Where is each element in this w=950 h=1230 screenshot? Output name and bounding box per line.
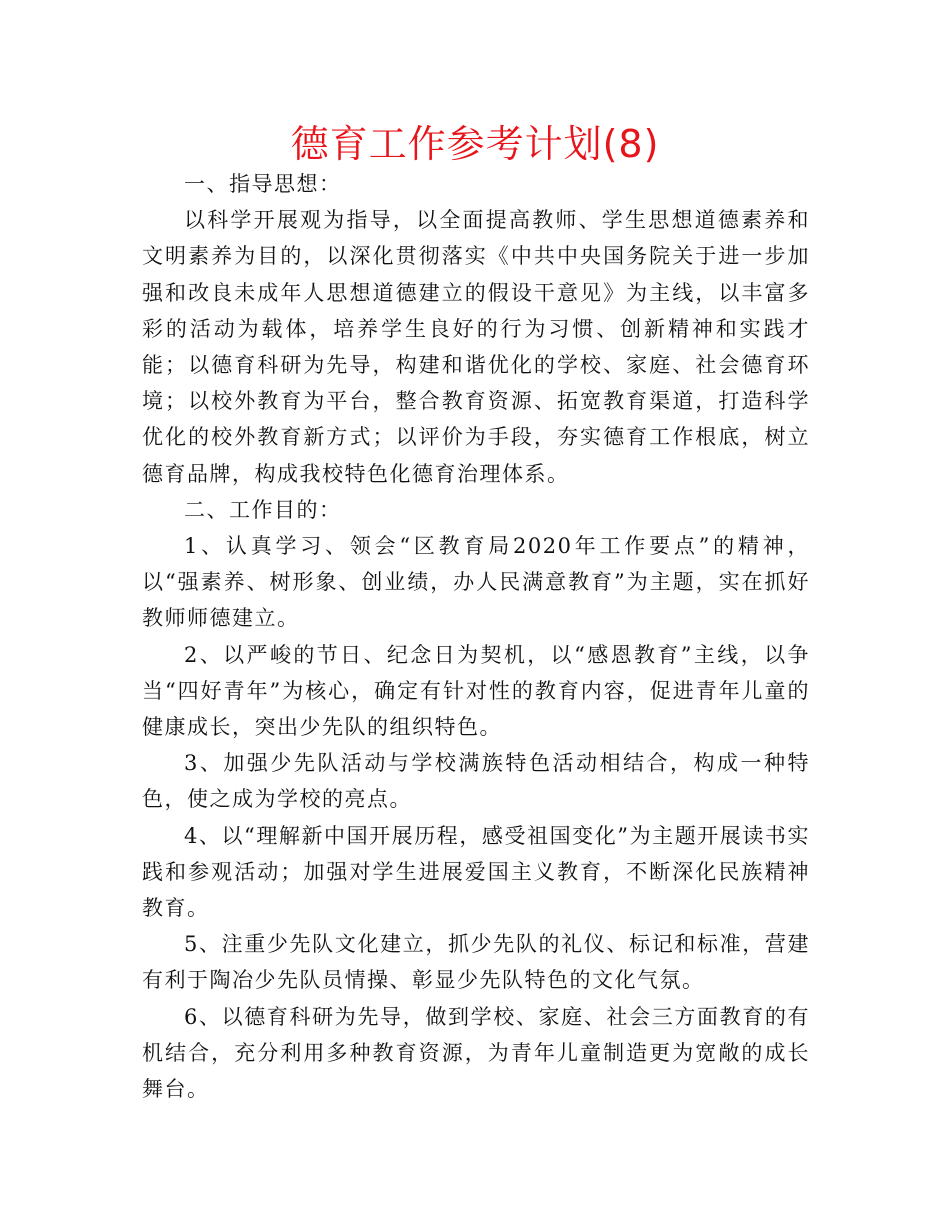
- paragraph-goal-5: 5、注重少先队文化建立，抓少先队的礼仪、标记和标准，营建有利于陶冶少先队员情操、彰显少先队特色的文化气氛。: [142, 932, 810, 993]
- document-body: [142, 166, 810, 1107]
- paragraph-goal-3: 3、加强少先队活动与学校满族特色活动相结合，构成一种特色，使之成为学校的亮点。: [142, 751, 810, 812]
- paragraph-guiding-thought: 以科学开展观为指导，以全面提高教师、学生思想道德素养和文明素养为目的，以深化贯彻落实《中共中央国务院关于进一步加强和改良未成年人思想道德建立的假设干意见》为主线，以丰富多彩的活动为载体，培养学生良好的行为习惯、创新精神和实践才能；以德育科研为先导，构建和谐优化的学校、家庭、社会德育环境；以校外教育为平台，整合教育资源、拓宽教育渠道，打造科学优化的校外教育新方式；以评价为手段，夯实德育工作根底，树立德育品牌，构成我校特色化德育治理体系。: [142, 208, 810, 486]
- paragraph-goal-4: 4、以“理解新中国开展历程，感受祖国变化”为主题开展读书实践和参观活动；加强对学生进展爱国主义教育，不断深化民族精神教育。: [142, 823, 810, 921]
- paragraph-goal-1: 1、认真学习、领会“区教育局2020年工作要点”的精神，以“强素养、树形象、创业绩，办人民满意教育”为主题，实在抓好教师师德建立。: [142, 534, 810, 631]
- paragraph-goal-6: 6、以德育科研为先导，做到学校、家庭、社会三方面教育的有机结合，充分利用多种教育资源，为青年儿童制造更为宽敞的成长舞台。: [142, 1004, 810, 1102]
- section-heading-guiding-thought: 一、指导思想：: [184, 172, 342, 196]
- document-title: 德育工作参考计划(8): [290, 122, 660, 166]
- paragraph-goal-2: 2、以严峻的节日、纪念日为契机，以“感恩教育”主线，以争当“四好青年”为核心，确定有针对性的教育内容，促进青年儿童的健康成长，突出少先队的组织特色。: [142, 642, 810, 740]
- section-heading-work-goals: 二、工作目的：: [184, 497, 342, 522]
